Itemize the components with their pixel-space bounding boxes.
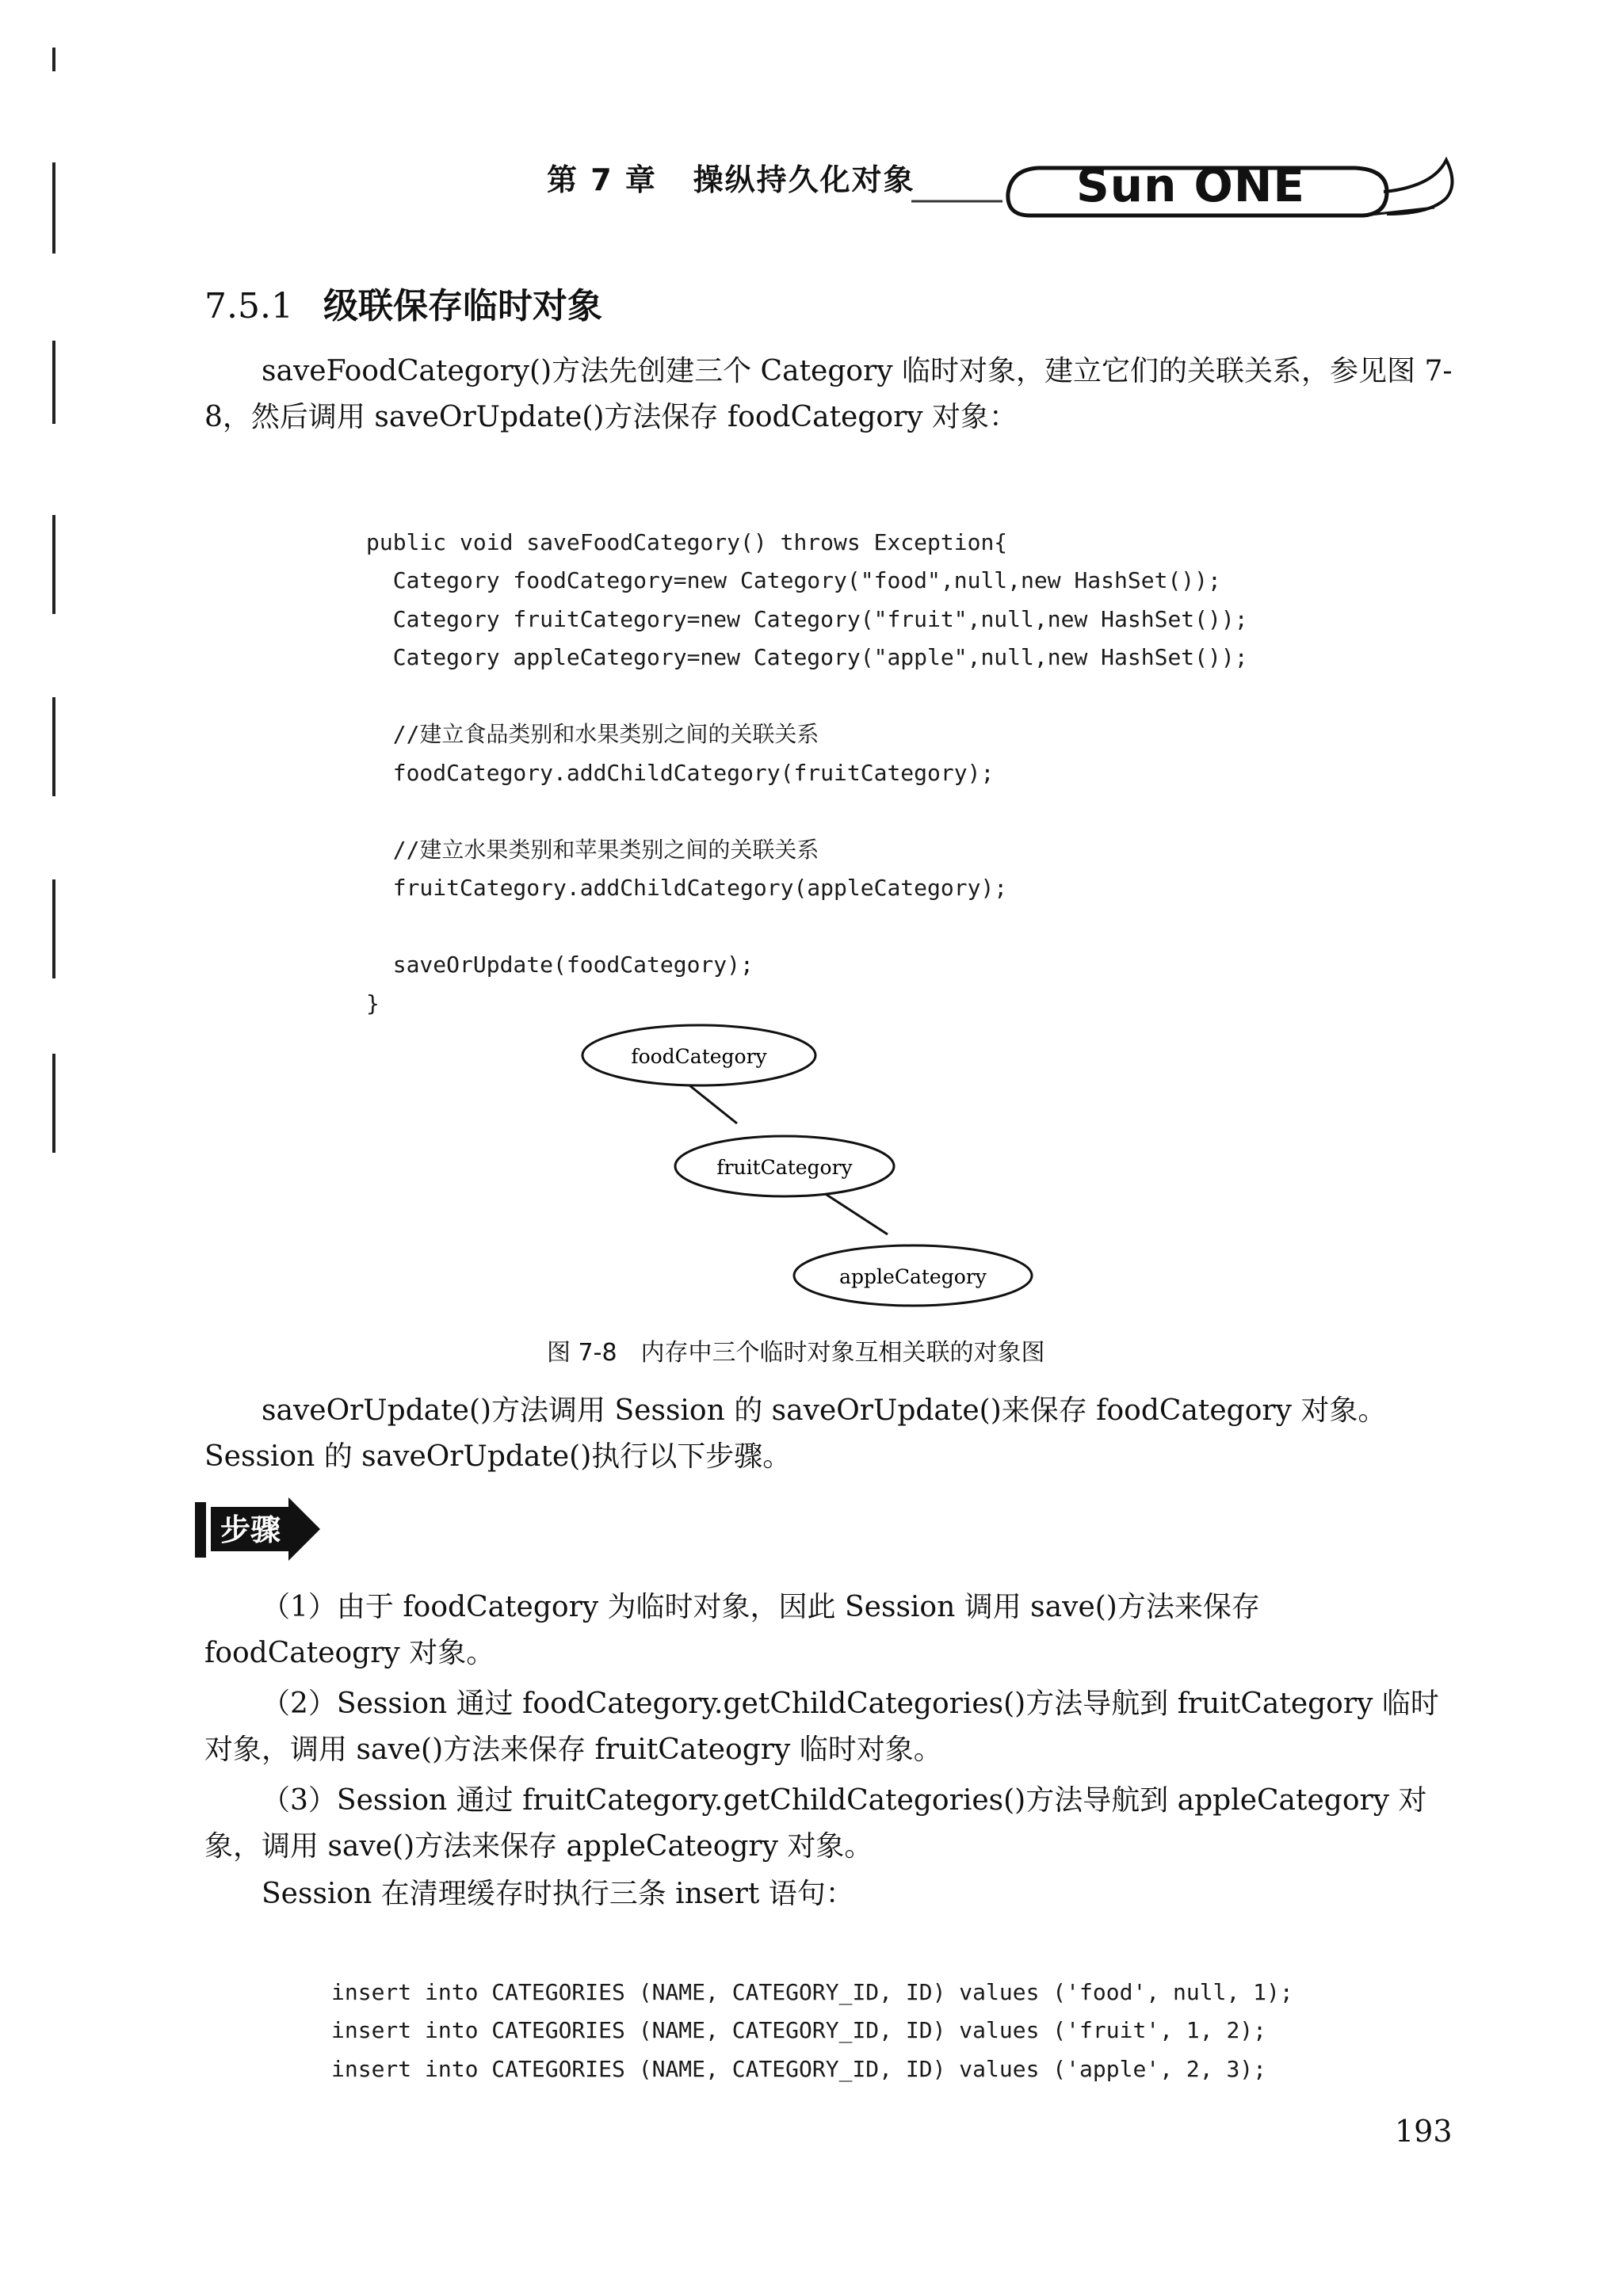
margin-mark: [52, 515, 55, 614]
sun-one-logo: [911, 152, 1458, 223]
code-line: public void saveFoodCategory() throws Exception{: [366, 528, 1008, 555]
object-graph-diagram: [555, 1006, 1062, 1323]
code-line: [366, 792, 1248, 831]
intro-paragraph: saveFoodCategory()方法先创建三个 Category 临时对象，建立它们的关联关系，参见图 7-8，然后调用 saveOrUpdate()方法保存 foodCategory 对象：: [204, 355, 1453, 433]
sql-line: insert into CATEGORIES (NAME, CATEGORY_ID, ID) values ('food', null, 1);: [331, 1978, 1293, 2005]
page-number: 193: [1395, 2114, 1453, 2149]
section-title: 级联保存临时对象: [323, 286, 602, 326]
node-label: appleCategory: [839, 1265, 987, 1288]
sql-line: insert into CATEGORIES (NAME, CATEGORY_ID, ID) values ('apple', 2, 3);: [331, 2055, 1267, 2082]
code-line: [366, 677, 1248, 716]
code-comment: //建立水果类别和苹果类别之间的关联关系: [366, 836, 819, 863]
section-heading: [204, 277, 602, 328]
java-code-listing: [366, 485, 1248, 1062]
code-line: Category fruitCategory=new Category("fruit",null,new HashSet());: [366, 605, 1248, 632]
code-line: foodCategory.addChildCategory(fruitCategory);: [366, 759, 995, 786]
code-line: }: [366, 990, 380, 1016]
diagram-edge: [685, 1082, 737, 1123]
code-line: Category appleCategory=new Category("apple",null,new HashSet());: [366, 644, 1248, 670]
margin-mark: [52, 162, 55, 254]
chapter-header: [547, 155, 915, 199]
code-line: [366, 908, 1248, 947]
step-1: （1）由于 foodCategory 为临时对象，因此 Session 调用 save()方法来保存 foodCateogry 对象。: [204, 1591, 1260, 1669]
figure-caption: 图 7-8 内存中三个临时对象互相关联的对象图: [547, 1339, 1045, 1367]
steps-badge: [195, 1496, 322, 1570]
code-line: Category foodCategory=new Category("food",null,new HashSet());: [366, 567, 1221, 593]
node-label: fruitCategory: [716, 1156, 853, 1179]
steps-label: 步骤: [220, 1512, 281, 1547]
step-2: （2）Session 通过 foodCategory.getChildCategories()方法导航到 fruitCategory 临时对象，调用 save()方法来保存 fruitCateogry 临时对象。: [204, 1688, 1439, 1766]
sql-line: insert into CATEGORIES (NAME, CATEGORY_ID, ID) values ('fruit', 1, 2);: [331, 2017, 1267, 2043]
margin-mark: [52, 1054, 55, 1153]
chapter-title: 操纵持久化对象: [693, 162, 915, 197]
node-label: foodCategory: [631, 1045, 767, 1068]
step-3: （3）Session 通过 fruitCategory.getChildCategories()方法导航到 appleCategory 对象，调用 save()方法来保存 appleCateogry 对象。: [204, 1784, 1427, 1863]
chapter-number: 第 7 章: [547, 162, 657, 197]
code-line: fruitCategory.addChildCategory(appleCategory);: [366, 875, 1008, 901]
margin-mark: [52, 697, 55, 796]
margin-mark: [52, 48, 55, 71]
code-comment: //建立食品类别和水果类别之间的关联关系: [366, 721, 819, 747]
sql-code-listing: [331, 1935, 1293, 2127]
sql-intro: Session 在清理缓存时执行三条 insert 语句：: [262, 1878, 854, 1910]
session-paragraph: saveOrUpdate()方法调用 Session 的 saveOrUpdate()来保存 foodCategory 对象。Session 的 saveOrUpdate()执行以下步骤。: [204, 1394, 1387, 1473]
margin-mark: [52, 879, 55, 978]
section-number: 7.5.1: [204, 286, 293, 326]
code-line: saveOrUpdate(foodCategory);: [366, 952, 754, 978]
margin-mark: [52, 341, 55, 424]
brand-text: Sun ONE: [1076, 158, 1306, 212]
diagram-edge: [824, 1193, 888, 1234]
